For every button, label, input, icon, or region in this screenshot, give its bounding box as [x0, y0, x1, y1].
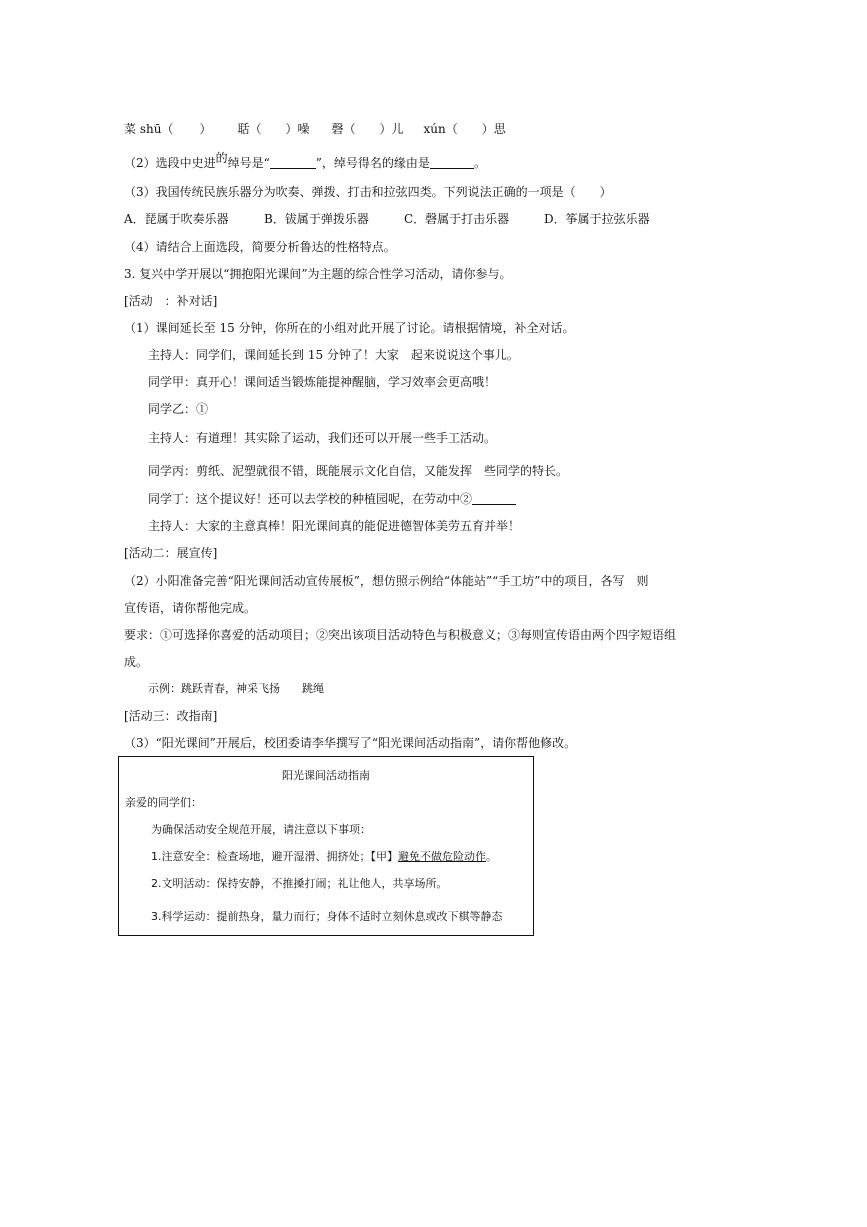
option-a[interactable]: A．琵属于吹奏乐器 [124, 212, 229, 226]
pinyin-item-a: 菜 shū（ [124, 122, 174, 136]
requirements-cont: 成。 [124, 655, 149, 669]
option-d[interactable]: D．筝属于拉弦乐器 [544, 212, 650, 226]
marked-phrase-jia: 避免不做危险动作 [398, 850, 486, 863]
pinyin-item-b: 聒（ [237, 122, 262, 136]
activity-2-question-cont: 宣传语，请你帮他完成。 [124, 601, 257, 615]
pinyin-line: 菜 shū（ ） 聒（ ）噪 磬（ ）儿 xún（ ）思 [124, 122, 506, 136]
option-b[interactable]: B．钹属于弹拨乐器 [264, 212, 369, 226]
guide-item-2: 2.文明活动：保持安静，不推搡打闹；礼让他人，共享场所。 [151, 877, 448, 890]
option-c[interactable]: C．磬属于打击乐器 [404, 212, 510, 226]
dialog-line: 主持人：同学们，课间延长到 15 分钟了！大家 起来说说这个事儿。 [148, 348, 519, 362]
dialog-line: 同学丁：这个提议好！还可以去学校的种植园呢，在劳动中② [148, 491, 516, 507]
pinyin-item-c: 磬（ [331, 122, 356, 136]
dialog-line: 主持人：大家的主意真棒！阳光课间真的能促进德智体美劳五育并举！ [148, 519, 521, 533]
dialog-line: 同学甲：真开心！课间适当锻炼能提神醒脑，学习效率会更高哦！ [148, 375, 497, 389]
reason-blank[interactable] [430, 156, 474, 169]
question-2: （2）选段中史进的绰号是“ ”，绰号得名的缘由是 。 [124, 151, 486, 170]
question-4: （4）请结合上面选段，简要分析鲁达的性格特点。 [124, 240, 396, 254]
nickname-blank[interactable] [270, 156, 316, 169]
activity-1-question: （1）课间延长至 15 分钟，你所在的小组对此开展了讨论。请根据情境，补全对话。 [124, 321, 575, 335]
activity-3-heading: [活动三：改指南] [124, 709, 218, 723]
activity-2-question: （2）小阳准备完善“阳光课间活动宣传展板”，想仿照示例给“体能站”“手工坊”中的项目，各写 则 [124, 574, 649, 588]
answer-blank-2[interactable] [472, 492, 516, 505]
guide-greeting: 亲爱的同学们： [125, 796, 202, 809]
guide-box [118, 756, 534, 936]
options-row [124, 211, 650, 227]
pinyin-item-d: xún（ [423, 122, 458, 136]
dialog-line: 同学乙：① [148, 402, 209, 416]
dialog-line: 同学丙：剪纸、泥塑就很不错，既能展示文化自信，又能发挥 些同学的特长。 [148, 464, 569, 478]
activity-1-heading: [活动 ：补对话] [124, 294, 218, 308]
item-3-heading: 3. 复兴中学开展以“拥抱阳光课间”为主题的综合性学习活动，请你参与。 [124, 267, 512, 281]
example: 示例：跳跃青春，神采飞扬 跳绳 [148, 682, 324, 695]
activity-3-question: （3）“阳光课间”开展后，校团委请李华撰写了“阳光课间活动指南”，请你帮他修改。 [124, 736, 577, 750]
dialog-line: 主持人：有道理！其实除了运动，我们还可以开展一些手工活动。 [148, 431, 497, 445]
guide-title: 阳光课间活动指南 [282, 769, 370, 782]
activity-2-heading: [活动二：展宣传] [124, 546, 218, 560]
guide-item-3: 3.科学运动：提前热身，量力而行；身体不适时立刻休息或改下棋等静态 [151, 910, 503, 923]
question-3: （3）我国传统民族乐器分为吹奏、弹拨、打击和拉弦四类。下列说法正确的一项是（ ） [124, 185, 612, 199]
guide-intro: 为确保活动安全规范开展，请注意以下事项： [151, 823, 371, 836]
guide-item-1: 1.注意安全：检查场地，避开湿滑、拥挤处；【甲】避免不做危险动作。 [151, 850, 497, 863]
requirements: 要求：①可选择你喜爱的活动项目；②突出该项目活动特色与积极意义；③每则宣传语由两个四字短语组 [124, 628, 677, 642]
